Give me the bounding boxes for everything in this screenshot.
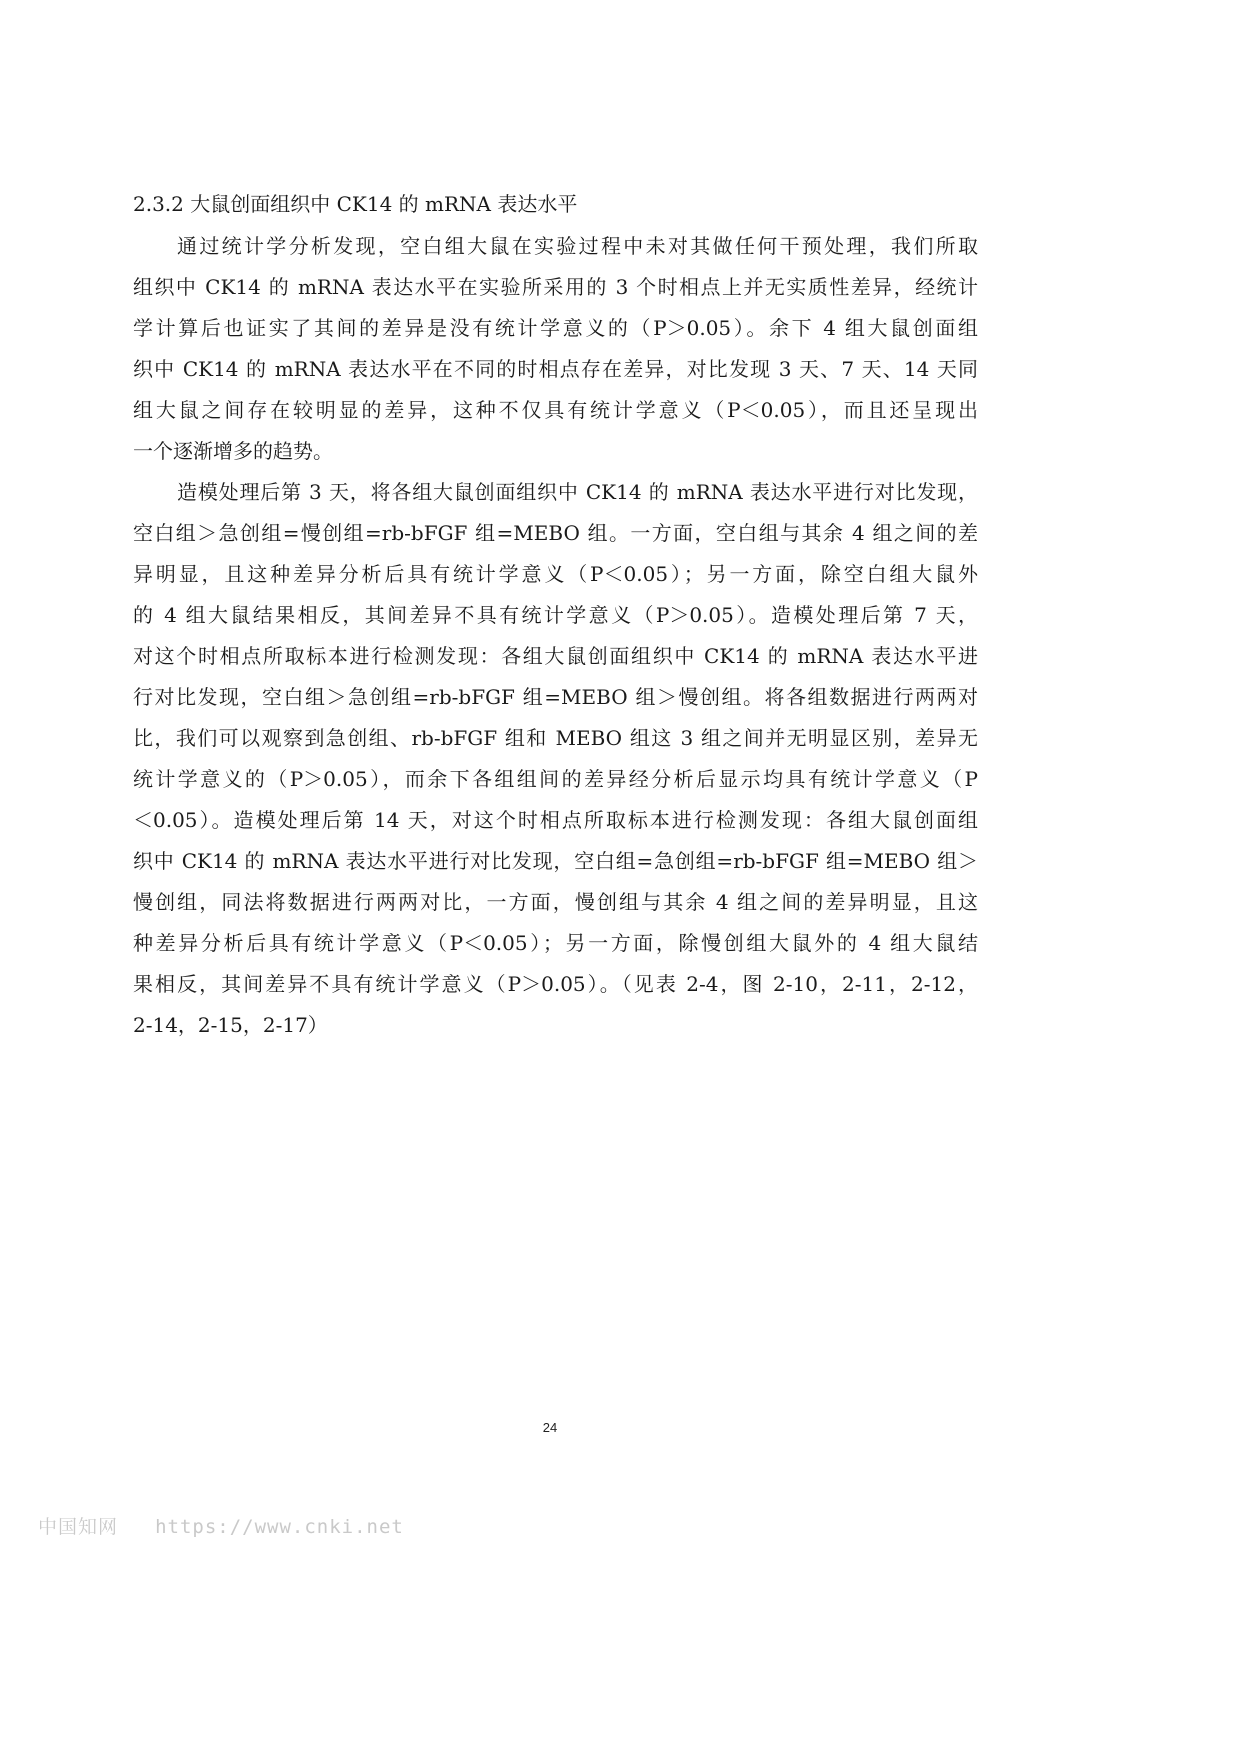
text-line: 统计学意义的（P＞0.05），而余下各组组间的差异经分析后显示均具有统计学意义（P [133,767,978,791]
text-line: 通过统计学分析发现，空白组大鼠在实验过程中未对其做任何干预处理，我们所取 [177,234,978,258]
watermark-url: https://www.cnki.net [155,1516,404,1538]
text-line: 果相反，其间差异不具有统计学意义（P＞0.05）。（见表 2-4，图 2-10，2-11，2-12， [133,972,978,996]
text-line: 学计算后也证实了其间的差异是没有统计学意义的（P＞0.05）。余下 4 组大鼠创面组 [133,316,978,340]
text-line: 行对比发现，空白组＞急创组=rb-bFGF 组=MEBO 组＞慢创组。将各组数据进行两两对 [133,685,978,709]
watermark [38,1512,404,1539]
text-line: 组大鼠之间存在较明显的差异，这种不仅具有统计学意义（P＜0.05），而且还呈现出 [133,398,978,422]
text-line: 对这个时相点所取标本进行检测发现：各组大鼠创面组织中 CK14 的 mRNA 表达水平进 [133,644,978,668]
text-line: 比，我们可以观察到急创组、rb-bFGF 组和 MEBO 组这 3 组之间并无明显区别，差异无 [133,726,978,750]
text-line: 织中 CK14 的 mRNA 表达水平在不同的时相点存在差异，对比发现 3 天、7 天、14 天同 [133,357,978,381]
text-line: 空白组＞急创组=慢创组=rb-bFGF 组=MEBO 组。一方面，空白组与其余 4 组之间的差 [133,521,978,545]
text-line: 的 4 组大鼠结果相反，其间差异不具有统计学意义（P＞0.05）。造模处理后第 7 天， [133,603,978,627]
text-line: 造模处理后第 3 天，将各组大鼠创面组织中 CK14 的 mRNA 表达水平进行对比发现， [177,480,978,504]
page-content [133,188,978,1046]
watermark-site-name: 中国知网 [38,1516,119,1538]
text-line: 一个逐渐增多的趋势。 [133,439,333,463]
page-number: 24 [542,1420,558,1435]
paragraph-2 [133,472,978,1046]
text-line: 织中 CK14 的 mRNA 表达水平进行对比发现，空白组=急创组=rb-bFGF 组=MEBO 组＞ [133,849,978,873]
section-heading: 2.3.2 大鼠创面组织中 CK14 的 mRNA 表达水平 [133,192,578,216]
text-line: ＜0.05）。造模处理后第 14 天，对这个时相点所取标本进行检测发现：各组大鼠创面组 [133,808,978,832]
text-line: 异明显，且这种差异分析后具有统计学意义（P＜0.05）；另一方面，除空白组大鼠外 [133,562,978,586]
text-line: 慢创组，同法将数据进行两两对比，一方面，慢创组与其余 4 组之间的差异明显，且这 [133,890,978,914]
text-line: 种差异分析后具有统计学意义（P＜0.05）；另一方面，除慢创组大鼠外的 4 组大鼠结 [133,931,978,955]
text-line: 2-14，2-15，2-17） [133,1013,328,1037]
text-line: 组织中 CK14 的 mRNA 表达水平在实验所采用的 3 个时相点上并无实质性差异，经统计 [133,275,978,299]
paragraph-1 [133,226,978,472]
